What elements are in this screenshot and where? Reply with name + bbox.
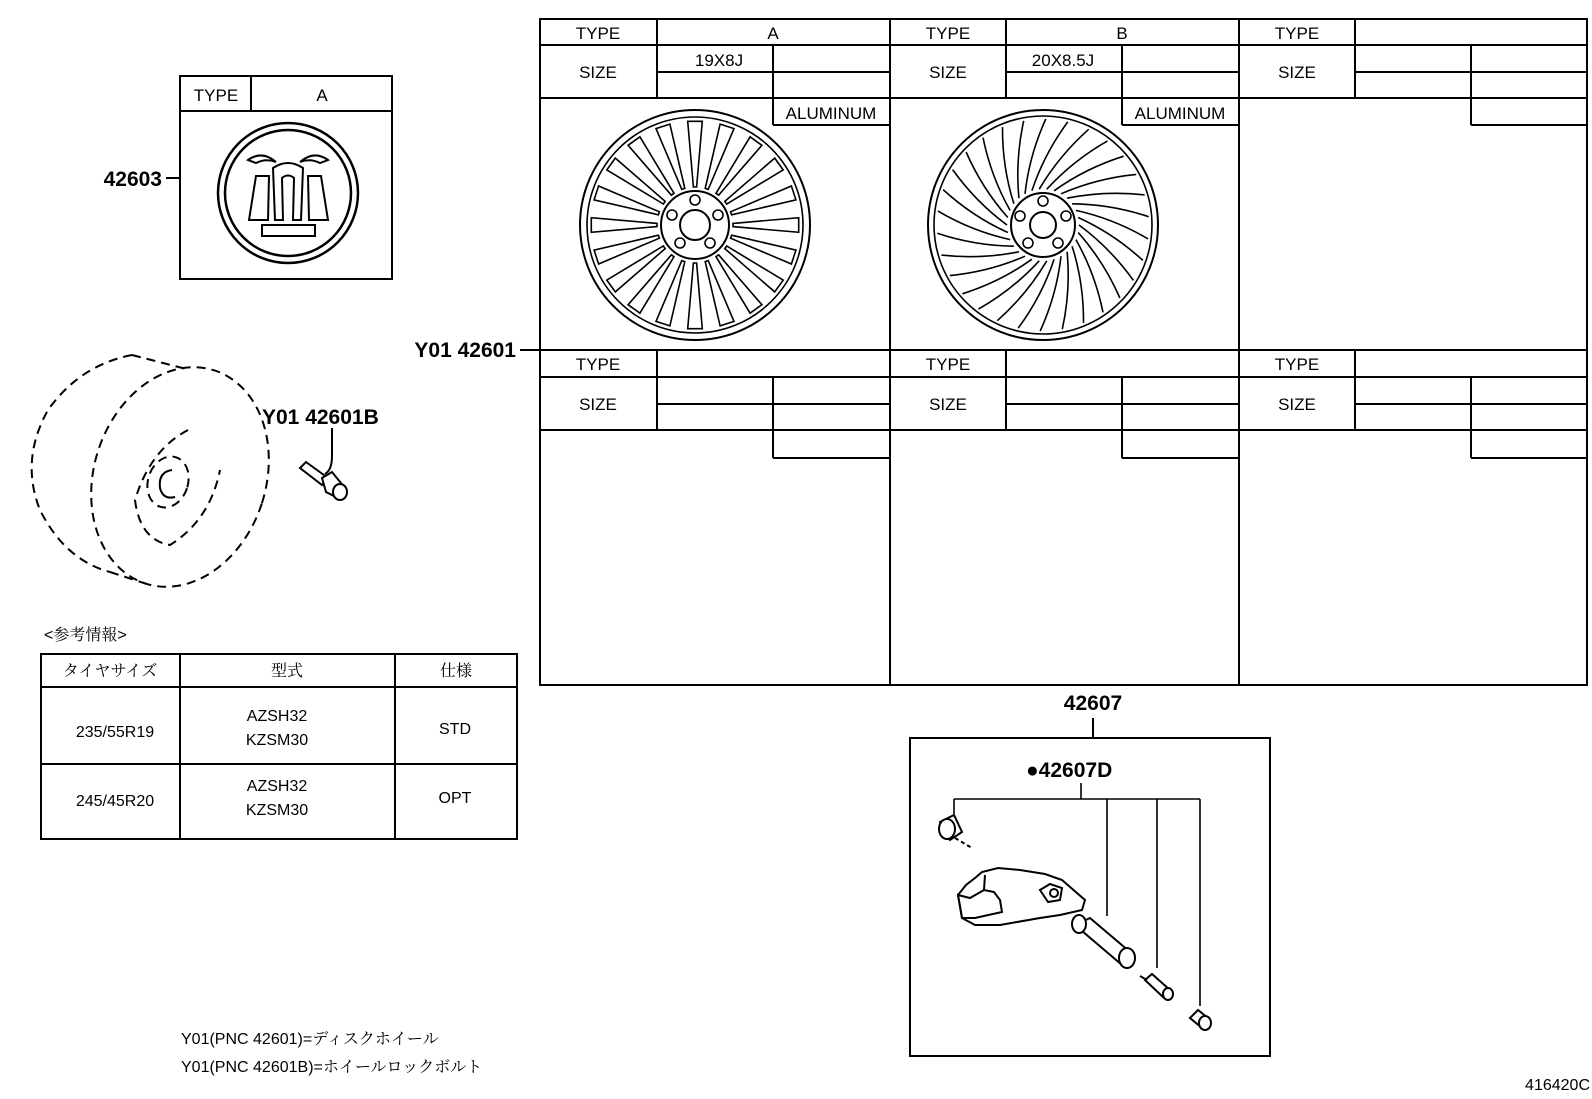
- col1-type-value: A: [767, 24, 779, 43]
- hub-center-mark: [160, 470, 175, 498]
- wheel-part-number: Y01 42601: [414, 339, 516, 362]
- wheel-b-icon: [928, 110, 1158, 340]
- ref-row1-tire: 235/55R19: [75, 724, 155, 741]
- crown-emblem-icon: [218, 123, 358, 263]
- emblem-type-value: A: [316, 86, 328, 105]
- wheel-b-spoke: [943, 190, 1008, 233]
- wheel-b-spoke: [1067, 193, 1145, 198]
- wheel-a-spoke: [731, 186, 796, 215]
- lock-bolt-part-number: Y01 42601B: [262, 406, 379, 429]
- tpms-sensor-icon: [939, 815, 1211, 1030]
- wheel-b-spoke: [997, 261, 1047, 321]
- col1-size-label: SIZE: [579, 63, 617, 82]
- col1-type-label: TYPE: [575, 24, 621, 43]
- col1-size-value: 19X8J: [694, 51, 744, 70]
- lock-bolt-icon: [300, 462, 347, 500]
- col2-type-label: TYPE: [925, 24, 971, 43]
- wheel-b-spoke: [1062, 252, 1068, 329]
- row2-col2-size-label: SIZE: [929, 395, 967, 414]
- wheel-a-spoke: [656, 261, 685, 326]
- col3-size-label: SIZE: [1278, 63, 1316, 82]
- wheel-b-spoke: [941, 252, 1019, 257]
- row2-col3-size-label: SIZE: [1278, 395, 1316, 414]
- wheel-a-spoke: [656, 124, 685, 189]
- wheel-b-spoke: [1072, 246, 1083, 323]
- tire-silhouette: [32, 344, 297, 610]
- wheel-b-spoke: [1076, 210, 1148, 239]
- ref-row2-model2: KZSM30: [245, 802, 309, 819]
- emblem-part-number: 42603: [103, 168, 162, 191]
- wheel-a-spoke: [688, 121, 703, 187]
- wheel-b-spoke: [938, 211, 1010, 240]
- row2-col2-type-label: TYPE: [925, 355, 971, 374]
- wheel-b-spoke: [1054, 156, 1124, 191]
- wheel-b-spoke: [937, 233, 1014, 246]
- note-lock-bolt: Y01(PNC 42601B)=ホイールロックボルト: [181, 1059, 483, 1076]
- row2-col1-type-label: TYPE: [575, 355, 621, 374]
- wheel-a-spoke: [731, 235, 796, 264]
- ref-header-model: 型式: [270, 663, 304, 680]
- sensor-kit-part-number: ●42607D: [1026, 759, 1113, 782]
- emblem-box: [180, 76, 392, 279]
- wheel-a-spoke: [733, 218, 799, 233]
- ref-row1-model2: KZSM30: [245, 732, 309, 749]
- wheel-b-spoke: [950, 256, 1025, 275]
- wheel-a-icon: [580, 110, 810, 340]
- wheel-b-spoke: [1002, 127, 1013, 204]
- ref-row2-model1: AZSH32: [246, 778, 308, 795]
- wheel-a-spoke: [705, 261, 734, 326]
- wheel-a-spoke: [594, 186, 659, 215]
- col2-type-value: B: [1116, 24, 1128, 43]
- reference-title: <参考情報>: [44, 627, 127, 644]
- wheel-b-spoke: [1078, 218, 1143, 261]
- wheel-a-spoke: [594, 235, 659, 264]
- wheel-a-spoke: [688, 263, 703, 329]
- wheel-b-spoke: [1018, 121, 1024, 198]
- sensor-assembly-part-number: 42607: [1063, 692, 1123, 715]
- col2-material-label: ALUMINUM: [1134, 104, 1226, 123]
- row2-col3-type-label: TYPE: [1274, 355, 1320, 374]
- ref-header-spec: 仕様: [439, 663, 473, 680]
- lock-bolt-leader: [325, 428, 332, 474]
- note-wheel: Y01(PNC 42601)=ディスクホイール: [181, 1031, 439, 1048]
- wheel-b-spoke: [1039, 129, 1089, 189]
- diagram-id: 416420C: [1525, 1077, 1590, 1094]
- wheel-b-spoke: [1072, 204, 1149, 217]
- wheel-b-spoke: [962, 259, 1032, 294]
- ref-row1-spec: STD: [439, 721, 471, 738]
- wheel-a-spoke: [591, 218, 657, 233]
- wheel-a-spoke: [705, 124, 734, 189]
- col1-material-label: ALUMINUM: [785, 104, 877, 123]
- col2-size-label: SIZE: [929, 63, 967, 82]
- row2-col1-size-label: SIZE: [579, 395, 617, 414]
- col3-type-label: TYPE: [1274, 24, 1320, 43]
- wheel-table: [540, 19, 1587, 685]
- ref-row1-model1: AZSH32: [246, 708, 308, 725]
- wheel-b-spoke: [1061, 174, 1136, 193]
- ref-row2-spec: OPT: [438, 790, 472, 807]
- ref-header-tire: タイヤサイズ: [62, 663, 158, 680]
- emblem-type-label: TYPE: [193, 86, 239, 105]
- col2-size-value: 20X8.5J: [1031, 51, 1095, 70]
- ref-row2-tire: 245/45R20: [75, 793, 155, 810]
